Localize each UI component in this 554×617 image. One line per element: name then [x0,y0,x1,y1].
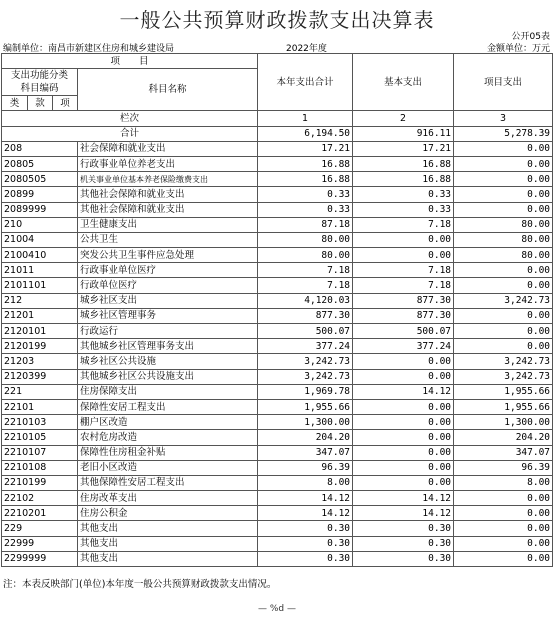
amount-cell: 96.39 [454,460,553,475]
expenditure-table [1,53,553,567]
table-row [2,172,553,187]
table-row [2,506,553,521]
amount-cell: 3,242.73 [454,369,553,384]
table-row [2,156,553,171]
header-project: 项目支出 [454,54,553,111]
subject-code: 2210105 [2,430,78,445]
subject-code: 229 [2,521,78,536]
subject-name: 其他城乡社区管理事务支出 [78,339,258,354]
table-row [2,399,553,414]
table-row [2,491,553,506]
amount-cell: 0.00 [454,141,553,156]
amount-cell: 1,300.00 [258,415,353,430]
subject-name: 农村危房改造 [78,430,258,445]
fiscal-year: 2022年度 [286,44,327,54]
amount-cell: 0.00 [353,445,454,460]
subject-code: 2089999 [2,202,78,217]
subject-code: 20805 [2,156,78,171]
subject-code: 2210199 [2,475,78,490]
amount-cell: 0.00 [454,187,553,202]
amount-cell: 0.00 [454,324,553,339]
subject-code: 2120399 [2,369,78,384]
subject-code: 2101101 [2,278,78,293]
table-row [2,460,553,475]
subject-name: 城乡社区管理事务 [78,308,258,323]
amount-cell: 0.00 [454,263,553,278]
table-row [2,430,553,445]
amount-cell: 4,120.03 [258,293,353,308]
amount-cell: 3,242.73 [258,369,353,384]
amount-cell: 3,242.73 [454,293,553,308]
subject-name: 老旧小区改造 [78,460,258,475]
amount-cell: 1,955.66 [258,399,353,414]
subject-code: 2210107 [2,445,78,460]
amount-cell: 0.00 [353,354,454,369]
amount-cell: 0.33 [353,187,454,202]
subject-code: 210 [2,217,78,232]
subject-name: 其他社会保障和就业支出 [78,187,258,202]
amount-cell: 204.20 [454,430,553,445]
amount-cell: 0.00 [353,232,454,247]
amount-cell: 0.00 [454,202,553,217]
amount-cell: 347.07 [454,445,553,460]
page-title: 一般公共预算财政拨款支出决算表 [119,8,435,32]
table-row [2,217,553,232]
amount-cell: 8.00 [454,475,553,490]
subject-name: 其他支出 [78,551,258,566]
table-row [2,141,553,156]
amount-cell: 0.30 [258,536,353,551]
header-lanci: 栏次 [2,111,258,126]
subject-name: 保障性住房租金补贴 [78,445,258,460]
subject-name: 其他城乡社区公共设施支出 [78,369,258,384]
amount-cell: 347.07 [258,445,353,460]
header-col3: 3 [454,111,553,126]
table-row [2,308,553,323]
subject-code: 2210201 [2,506,78,521]
subject-name: 卫生健康支出 [78,217,258,232]
header-subject-name: 科目名称 [78,69,258,111]
subject-name: 城乡社区公共设施 [78,354,258,369]
subject-name: 行政事业单位医疗 [78,263,258,278]
amount-cell: 0.00 [454,506,553,521]
subject-code: 2080505 [2,172,78,187]
amount-cell: 0.00 [353,475,454,490]
amount-cell: 377.24 [258,339,353,354]
amount-cell: 0.00 [454,156,553,171]
header-xiang: 项 [53,96,78,111]
table-row [2,384,553,399]
total-label: 合计 [2,126,258,141]
amount-cell: 0.33 [258,202,353,217]
amount-cell: 16.88 [353,172,454,187]
subject-name: 保障性安居工程支出 [78,399,258,414]
amount-cell: 7.18 [353,263,454,278]
header-items: 项 目 [2,54,258,69]
subject-code: 221 [2,384,78,399]
subject-name: 行政运行 [78,324,258,339]
amount-cell: 0.00 [353,430,454,445]
amount-cell: 0.00 [454,521,553,536]
amount-cell: 0.00 [454,551,553,566]
amount-cell: 0.00 [353,369,454,384]
amount-cell: 0.00 [454,278,553,293]
amount-cell: 14.12 [353,506,454,521]
amount-cell: 80.00 [454,217,553,232]
amount-cell: 14.12 [353,384,454,399]
subject-code: 2100410 [2,248,78,263]
amount-cell: 877.30 [353,308,454,323]
amount-cell: 17.21 [353,141,454,156]
subject-code: 2210108 [2,460,78,475]
amount-cell: 0.30 [258,551,353,566]
amount-cell: 14.12 [258,491,353,506]
amount-cell: 0.33 [258,187,353,202]
amount-cell: 7.18 [353,278,454,293]
subject-name: 住房改革支出 [78,491,258,506]
subject-name: 城乡社区支出 [78,293,258,308]
amount-cell: 87.18 [258,217,353,232]
subject-name: 其他保障性安居工程支出 [78,475,258,490]
footnote: 注：本表反映部门(单位)本年度一般公共预算财政拨款支出情况。 [3,579,277,590]
table-row [2,536,553,551]
amount-cell: 7.18 [258,278,353,293]
table-row [2,202,553,217]
amount-cell: 877.30 [258,308,353,323]
amount-cell: 0.00 [353,248,454,263]
subject-name: 住房保障支出 [78,384,258,399]
form-code: 公开05表 [511,32,550,42]
amount-cell: 1,969.78 [258,384,353,399]
subject-name: 突发公共卫生事件应急处理 [78,248,258,263]
amount-cell: 377.24 [353,339,454,354]
subject-code: 21004 [2,232,78,247]
table-row [2,339,553,354]
amount-cell: 0.33 [353,202,454,217]
subject-code: 21011 [2,263,78,278]
subject-code: 2120199 [2,339,78,354]
amount-cell: 0.00 [454,491,553,506]
table-row [2,445,553,460]
header-col1: 1 [258,111,353,126]
amount-cell: 7.18 [353,217,454,232]
total-value-2: 916.11 [353,126,454,141]
amount-cell: 0.00 [353,460,454,475]
amount-cell: 500.07 [258,324,353,339]
header-kuan: 款 [28,96,53,111]
amount-cell: 7.18 [258,263,353,278]
page-number: — %d — [258,604,296,614]
amount-cell: 877.30 [353,293,454,308]
header-lei: 类 [2,96,28,111]
amount-cell: 17.21 [258,141,353,156]
amount-cell: 0.00 [454,536,553,551]
header-col2: 2 [353,111,454,126]
table-row [2,278,553,293]
subject-name: 其他社会保障和就业支出 [78,202,258,217]
amount-cell: 500.07 [353,324,454,339]
amount-cell: 0.30 [353,551,454,566]
amount-cell: 0.00 [454,172,553,187]
amount-cell: 0.30 [258,521,353,536]
subject-name: 机关事业单位基本养老保险缴费支出 [78,172,258,187]
subject-name: 行政事业单位养老支出 [78,156,258,171]
subject-name: 住房公积金 [78,506,258,521]
amount-cell: 80.00 [258,248,353,263]
amount-cell: 80.00 [258,232,353,247]
table-row [2,324,553,339]
subject-code: 21203 [2,354,78,369]
table-row [2,369,553,384]
amount-cell: 14.12 [353,491,454,506]
amount-cell: 8.00 [258,475,353,490]
amount-cell: 0.00 [353,415,454,430]
table-row [2,293,553,308]
amount-cell: 0.00 [454,308,553,323]
total-value-3: 5,278.39 [454,126,553,141]
subject-code: 22101 [2,399,78,414]
subject-name: 社会保障和就业支出 [78,141,258,156]
table-row [2,187,553,202]
table-row [2,232,553,247]
amount-cell: 3,242.73 [258,354,353,369]
subject-code: 21201 [2,308,78,323]
header-total: 本年支出合计 [258,54,353,111]
amount-cell: 3,242.73 [454,354,553,369]
subject-code: 20899 [2,187,78,202]
total-value-1: 6,194.50 [258,126,353,141]
table-row [2,354,553,369]
amount-cell: 1,955.66 [454,384,553,399]
subject-code: 22999 [2,536,78,551]
amount-cell: 0.00 [454,339,553,354]
amount-cell: 1,955.66 [454,399,553,414]
amount-cell: 0.00 [353,399,454,414]
amount-cell: 14.12 [258,506,353,521]
amount-cell: 80.00 [454,232,553,247]
subject-name: 棚户区改造 [78,415,258,430]
table-row [2,415,553,430]
subject-name: 行政单位医疗 [78,278,258,293]
table-row [2,551,553,566]
amount-cell: 1,300.00 [454,415,553,430]
subject-name: 公共卫生 [78,232,258,247]
amount-cell: 0.30 [353,521,454,536]
amount-cell: 16.88 [353,156,454,171]
subject-code: 2120101 [2,324,78,339]
subject-name: 其他支出 [78,536,258,551]
amount-cell: 16.88 [258,156,353,171]
header-func-code: 支出功能分类 科目编码 [2,69,78,96]
subject-code: 212 [2,293,78,308]
table-row [2,263,553,278]
subject-code: 208 [2,141,78,156]
subject-code: 2299999 [2,551,78,566]
table-row [2,521,553,536]
table-row [2,248,553,263]
amount-cell: 204.20 [258,430,353,445]
table-row [2,475,553,490]
amount-cell: 16.88 [258,172,353,187]
subject-name: 其他支出 [78,521,258,536]
header-basic: 基本支出 [353,54,454,111]
subject-code: 2210103 [2,415,78,430]
currency-unit: 金额单位：万元 [486,44,550,54]
amount-cell: 0.30 [353,536,454,551]
subject-code: 22102 [2,491,78,506]
amount-cell: 80.00 [454,248,553,263]
reporting-unit: 编制单位：南昌市新建区住房和城乡建设局 [3,44,175,54]
amount-cell: 96.39 [258,460,353,475]
